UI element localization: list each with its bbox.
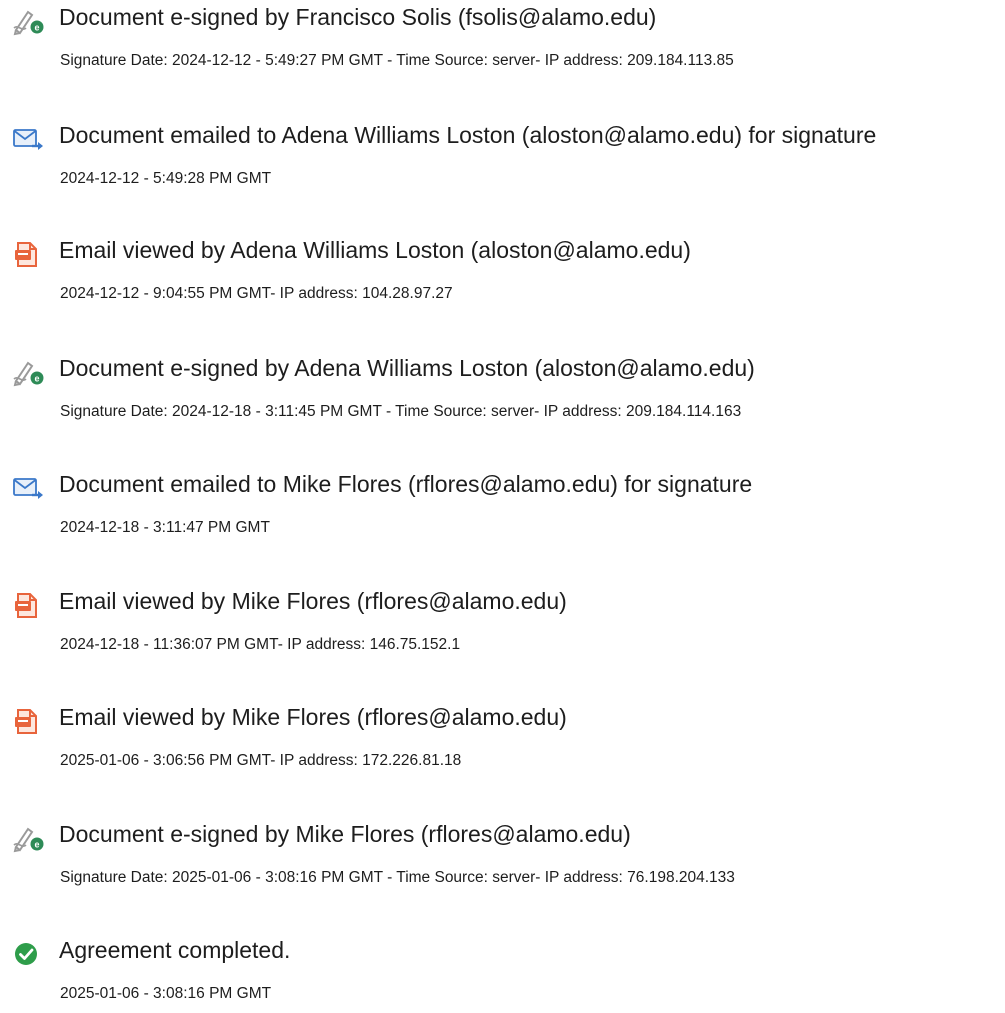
event-detail: 2024-12-12 - 9:04:55 PM GMT- IP address: 104.28.97.27	[60, 285, 453, 302]
history-event-viewed-2	[0, 584, 1005, 664]
event-title: Document e-signed by Adena Williams Loston (aloston@alamo.edu)	[59, 355, 755, 381]
e-sign-pen-icon	[12, 6, 48, 36]
event-title: Email viewed by Adena Williams Loston (aloston@alamo.edu)	[59, 237, 691, 263]
history-event-signed-1	[0, 0, 1005, 80]
event-title: Email viewed by Mike Flores (rflores@alamo.edu)	[59, 704, 567, 730]
history-event-viewed-3	[0, 700, 1005, 780]
event-title: Document emailed to Mike Flores (rflores@alamo.edu) for signature	[59, 471, 753, 497]
e-sign-pen-icon	[12, 823, 48, 853]
history-event-signed-3	[0, 817, 1005, 897]
agreement-completed-check-icon	[12, 939, 48, 969]
event-title: Document emailed to Adena Williams Loston (aloston@alamo.edu) for signature	[59, 122, 877, 148]
event-detail: 2025-01-06 - 3:06:56 PM GMT- IP address: 172.226.81.18	[60, 752, 462, 769]
event-detail: 2024-12-18 - 11:36:07 PM GMT- IP address: 146.75.152.1	[60, 636, 461, 653]
event-detail: 2025-01-06 - 3:08:16 PM GMT	[60, 985, 272, 1002]
email-viewed-icon	[12, 239, 48, 269]
event-detail: Signature Date: 2024-12-18 - 3:11:45 PM GMT - Time Source: server- IP address: 209.184.114.163	[60, 403, 742, 420]
event-detail: Signature Date: 2025-01-06 - 3:08:16 PM GMT - Time Source: server- IP address: 76.198.204.133	[60, 869, 735, 886]
svg-text:e: e	[34, 839, 40, 850]
history-event-viewed-1	[0, 233, 1005, 313]
event-title: Document e-signed by Francisco Solis (fsolis@alamo.edu)	[59, 4, 657, 30]
event-detail: Signature Date: 2024-12-12 - 5:49:27 PM GMT - Time Source: server- IP address: 209.184.113.85	[60, 52, 734, 69]
history-event-emailed-1	[0, 118, 1005, 198]
event-detail: 2024-12-12 - 5:49:28 PM GMT	[60, 170, 272, 187]
email-sent-icon	[12, 473, 48, 503]
svg-text:e: e	[34, 22, 40, 33]
history-event-completed	[0, 933, 1005, 1013]
event-detail: 2024-12-18 - 3:11:47 PM GMT	[60, 519, 270, 536]
email-sent-icon	[12, 124, 48, 154]
email-viewed-icon	[12, 590, 48, 620]
event-title: Agreement completed.	[59, 937, 291, 963]
email-viewed-icon	[12, 706, 48, 736]
e-sign-pen-icon	[12, 357, 48, 387]
event-title: Document e-signed by Mike Flores (rflores@alamo.edu)	[59, 821, 631, 847]
event-title: Email viewed by Mike Flores (rflores@alamo.edu)	[59, 588, 567, 614]
history-event-signed-2	[0, 351, 1005, 431]
svg-text:e: e	[34, 373, 40, 384]
history-event-emailed-2	[0, 467, 1005, 547]
